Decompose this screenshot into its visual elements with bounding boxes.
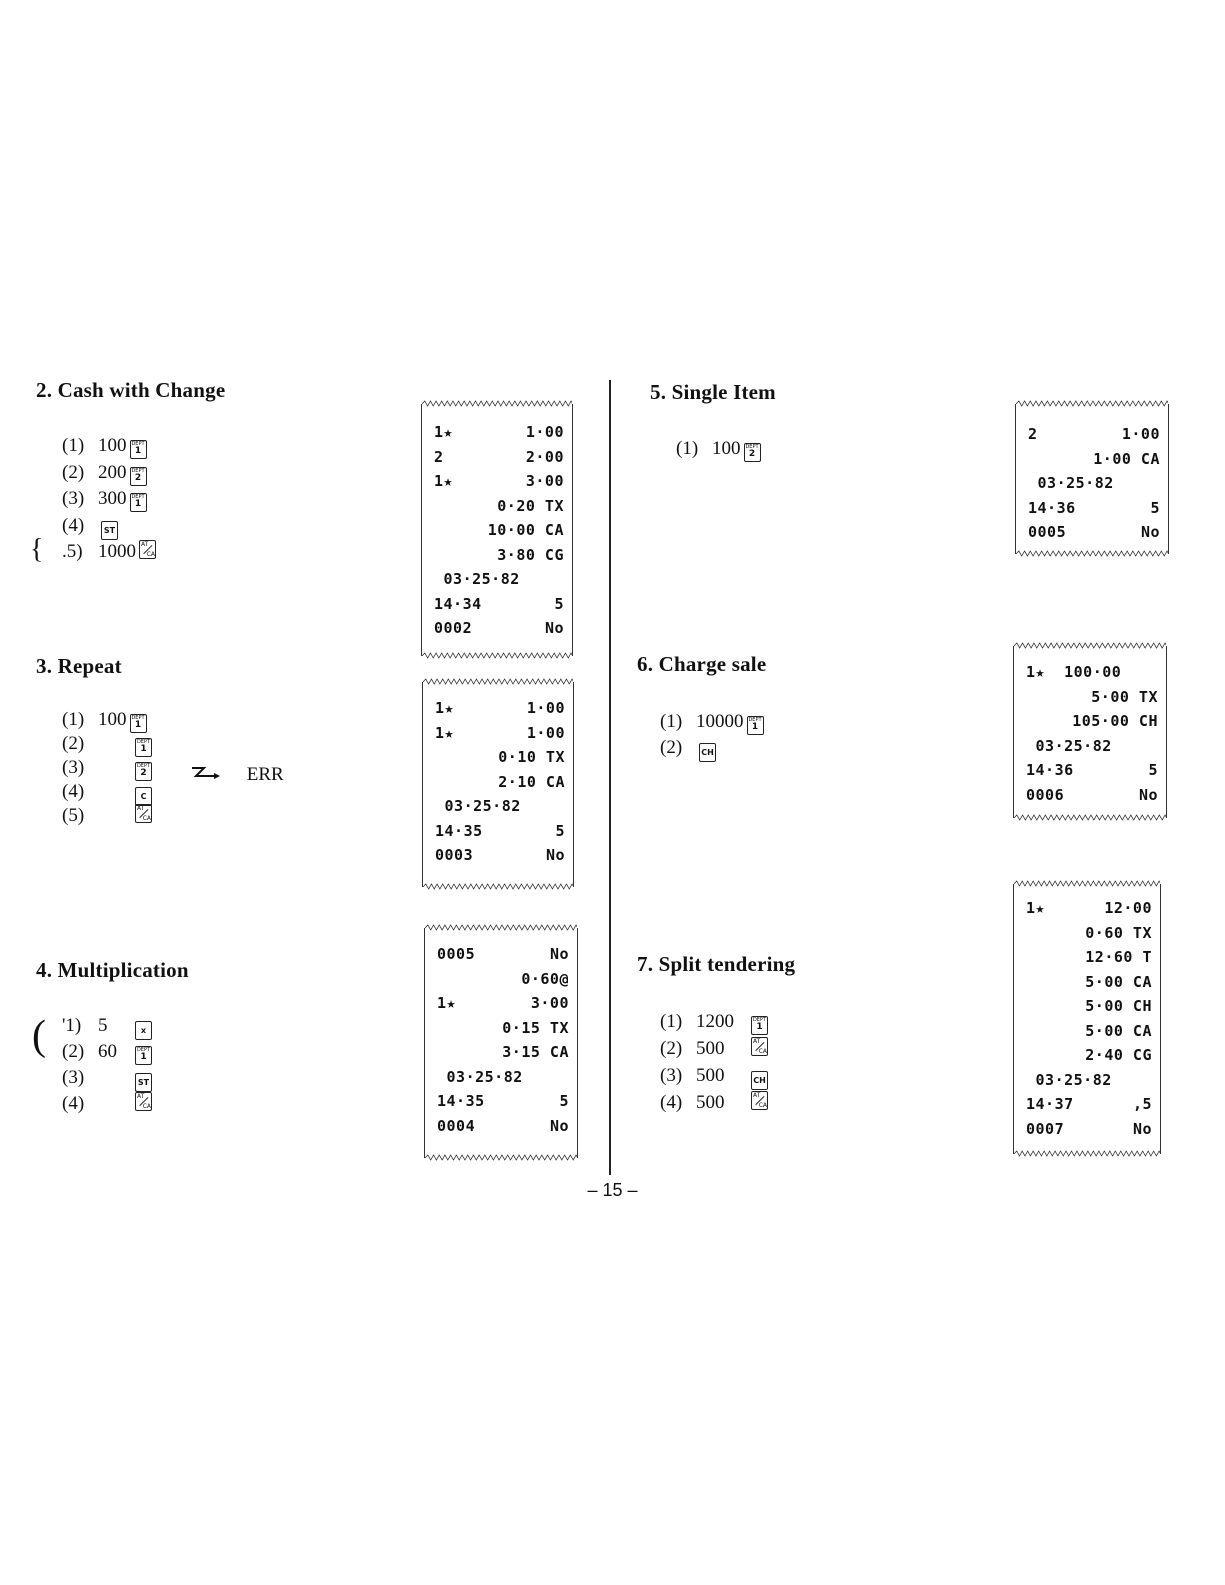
receipt-line-right: No [1138, 785, 1158, 804]
page-number: – 15 – [587, 1180, 638, 1200]
dept-1-key-icon: DEPT 1 [135, 738, 152, 757]
receipt-line-right: 1·00 [1121, 425, 1160, 443]
receipt-line-right: No [549, 1116, 569, 1135]
step-number: (4) [660, 1092, 683, 1113]
receipt-line [1014, 921, 1160, 945]
receipt-line-left: 14·34 [434, 594, 482, 613]
step-number: (4) [62, 781, 85, 802]
receipt-line-left: 03·25·82 [434, 570, 520, 588]
receipt-line [423, 843, 573, 867]
receipt-line [422, 420, 572, 444]
section-heading-cash-with-change: 2. Cash with Change [36, 378, 226, 402]
receipt-line [423, 770, 573, 794]
receipt-line [1014, 994, 1160, 1018]
step-number: (3) [660, 1065, 683, 1086]
dept-2-key-icon: DEPT 2 [130, 467, 147, 486]
step-row [62, 1014, 152, 1038]
receipt-line [425, 991, 577, 1015]
receipt-split-tendering [1013, 884, 1161, 1154]
step-value: 500 [696, 1092, 725, 1113]
receipt-line-left: 1★ [1026, 899, 1046, 917]
at-ca-key-icon: AT CA [753, 1038, 767, 1055]
at-ca-key-icon: AT CA [141, 541, 155, 558]
receipt-torn-edge-top [1014, 880, 1160, 888]
dept-1-key-icon: DEPT 1 [751, 1016, 768, 1035]
step-row [62, 780, 152, 804]
receipt-line-left: 14·37 [1026, 1095, 1074, 1113]
step-value: 100 [98, 709, 127, 730]
receipt-line-left: 1★ [434, 472, 454, 490]
receipt-line-left: 0005 [1028, 523, 1067, 541]
step-row [660, 1037, 768, 1061]
step-value: 100 [98, 435, 127, 456]
step-value: 10000 [696, 711, 744, 732]
receipt-line-left: 1★ [434, 423, 454, 441]
err-label: ERR [246, 764, 284, 785]
receipt-line-right: 5·00 CA [1085, 1021, 1152, 1040]
receipt-torn-edge-bottom [423, 883, 573, 891]
step-value: 1200 [696, 1011, 734, 1032]
receipt-line-right: No [549, 945, 569, 963]
at-ca-key-icon: AT CA [137, 1093, 151, 1110]
step-number: (3) [62, 757, 85, 778]
receipt-line [1014, 1019, 1160, 1043]
step-number: (1) [660, 711, 683, 732]
receipt-line-right: 5 [559, 1092, 569, 1110]
receipt-line-right: 12·00 [1104, 899, 1152, 917]
receipt-line-left: 0007 [1026, 1119, 1065, 1138]
receipt-line-left: 03·25·82 [437, 1067, 523, 1086]
receipt-torn-edge-bottom [1016, 550, 1168, 558]
step-row [660, 1010, 768, 1034]
step-number: (1) [660, 1011, 683, 1032]
receipt-line-left: 14·35 [435, 821, 483, 840]
receipt-line-left: 0005 [437, 945, 476, 963]
step-number: (3) [62, 488, 85, 509]
receipt-line [425, 942, 577, 966]
at-ca-key-icon: AT CA [137, 805, 151, 822]
receipt-line-right: No [1140, 523, 1160, 541]
receipt-line-left: 1★ [435, 699, 455, 717]
step-number: (1) [62, 435, 85, 456]
receipt-torn-edge-top [423, 678, 573, 686]
receipt-line-left: 14·35 [437, 1092, 485, 1110]
receipt-line-right: ,5 [1132, 1095, 1152, 1113]
receipt-line-right: 105·00 CH [1072, 712, 1158, 730]
receipt-line-right: 5·00 CH [1085, 997, 1152, 1015]
receipt-line [1014, 685, 1166, 709]
step-value: 60 [98, 1041, 117, 1062]
receipt-line-right: 10·00 CA [487, 521, 564, 539]
receipt-line [423, 819, 573, 843]
receipt-line-right: 5·00 TX [1091, 687, 1158, 706]
receipt-line [1014, 758, 1166, 782]
receipt-line [422, 616, 572, 640]
receipt-line-left: 0006 [1026, 785, 1065, 804]
step-number: (2) [62, 1041, 85, 1062]
receipt-line-right: 0·60 TX [1085, 923, 1152, 942]
dept-2-key-icon: DEPT 2 [135, 762, 152, 781]
dept-1-key-icon: DEPT 1 [130, 714, 147, 733]
step-row [62, 514, 118, 538]
receipt-line-right: No [1132, 1119, 1152, 1138]
receipt-line-left: 03·25·82 [1028, 474, 1114, 492]
receipt-line-right: 5·00 CA [1085, 972, 1152, 991]
step-value: 500 [696, 1038, 725, 1059]
receipt-line [1014, 896, 1160, 920]
receipt-line [423, 696, 573, 720]
receipt-line [425, 1114, 577, 1138]
receipt-line-left: 14·36 [1028, 498, 1076, 517]
receipt-line-left: 1★ [437, 994, 457, 1012]
receipt-line-left: 2 [1028, 425, 1038, 443]
receipt-line [425, 967, 577, 991]
receipt-repeat [422, 682, 574, 887]
step-row [62, 708, 147, 732]
receipt-line-left: 0004 [437, 1116, 476, 1135]
receipt-line-right: 0·20 TX [497, 496, 564, 515]
receipt-torn-edge-top [1016, 400, 1168, 408]
step-row [62, 732, 152, 756]
receipt-line [1014, 1068, 1160, 1092]
receipt-cash-with-change [421, 404, 573, 656]
receipt-line [1016, 496, 1168, 520]
ch-key-icon: CH [699, 743, 716, 762]
dept-1-key-icon: DEPT 1 [747, 716, 764, 735]
receipt-line [1016, 471, 1168, 495]
step-number: (5) [62, 805, 85, 826]
receipt-line [1014, 1092, 1160, 1116]
receipt-single-item [1015, 404, 1169, 554]
receipt-torn-edge-bottom [1014, 1150, 1160, 1158]
step-row [660, 1091, 768, 1115]
step-number: (2) [62, 733, 85, 754]
receipt-line [1014, 660, 1166, 684]
receipt-line-right: 12·60 T [1085, 948, 1152, 966]
receipt-torn-edge-top [422, 400, 572, 408]
receipt-line [425, 1016, 577, 1040]
section-heading-repeat: 3. Repeat [36, 654, 122, 678]
receipt-line-right: 0·60@ [521, 969, 569, 988]
receipt-line-left: 03·25·82 [1026, 1070, 1112, 1089]
step-number: (2) [660, 1038, 683, 1059]
receipt-line-right: 1·00 [526, 723, 565, 742]
step-row [62, 804, 152, 828]
receipt-line [1014, 1117, 1160, 1141]
margin-brace-mark: ( [32, 1013, 46, 1059]
step-row [62, 1092, 152, 1116]
step-value: 200 [98, 461, 127, 483]
receipt-line [425, 1065, 577, 1089]
step-value: 300 [98, 488, 127, 509]
receipt-line [422, 567, 572, 591]
receipt-line-right: 1·00 CA [1093, 449, 1160, 468]
receipt-line-right: 3·80 CG [497, 545, 564, 564]
step-number: (4) [62, 514, 85, 536]
step-row [62, 1066, 152, 1090]
receipt-charge-sale [1013, 646, 1167, 818]
receipt-line-right: 2·40 CG [1085, 1046, 1152, 1064]
step-row [62, 487, 147, 511]
margin-brace-mark: { [30, 534, 44, 565]
section-heading-charge-sale: 6. Charge sale [637, 652, 767, 676]
receipt-line-right: 0·10 TX [498, 748, 565, 766]
receipt-line-left: 03·25·82 [1026, 736, 1112, 755]
step-row [660, 736, 716, 760]
step-row [62, 461, 147, 485]
ch-key-icon: CH [751, 1071, 768, 1090]
step-value: 5 [98, 1015, 108, 1036]
receipt-line-left: 0002 [434, 619, 473, 637]
receipt-torn-edge-top [1014, 642, 1166, 650]
dept-2-key-icon: DEPT 2 [744, 443, 761, 462]
step-value: 500 [696, 1065, 725, 1086]
section-heading-multiplication: 4. Multiplication [36, 958, 189, 982]
receipt-line-left: 1★ 100·00 [1026, 663, 1122, 681]
receipt-line [422, 445, 572, 469]
step-row [660, 710, 764, 734]
step-number: .5) [62, 541, 83, 562]
receipt-line [423, 745, 573, 769]
receipt-line [1016, 447, 1168, 471]
receipt-line [1014, 783, 1166, 807]
step-row [62, 756, 152, 780]
step-number: (2) [660, 737, 683, 758]
step-row [62, 540, 156, 564]
receipt-torn-edge-bottom [425, 1154, 577, 1162]
dept-1-key-icon: DEPT 1 [135, 1046, 152, 1065]
receipt-line [422, 518, 572, 542]
column-divider [609, 380, 611, 1175]
receipt-line-left: 0003 [435, 846, 474, 864]
receipt-line-right: 5 [554, 594, 564, 613]
receipt-torn-edge-bottom [1014, 814, 1166, 822]
receipt-line-right: 5 [1150, 498, 1160, 517]
step-row [676, 437, 761, 461]
dept-1-key-icon: DEPT 1 [130, 493, 147, 512]
step-row [62, 434, 147, 458]
c-key-icon: C [135, 787, 152, 806]
receipt-line-left: 14·36 [1026, 761, 1074, 779]
receipt-line-right: 0·15 TX [502, 1018, 569, 1037]
receipt-line-right: No [545, 846, 565, 864]
section-heading-split-tendering: 7. Split tendering [637, 952, 796, 976]
step-row [62, 1040, 152, 1064]
step-number: '1) [62, 1015, 82, 1036]
receipt-line [422, 592, 572, 616]
receipt-line [1016, 520, 1168, 544]
receipt-line-right: 2·10 CA [498, 772, 565, 791]
receipt-line-right: 3·00 [530, 994, 569, 1012]
step-value: 1000 [98, 541, 136, 562]
err-annotation [190, 764, 284, 786]
receipt-torn-edge-top [425, 924, 577, 932]
at-ca-key-icon: AT CA [753, 1092, 767, 1109]
step-number: (3) [62, 1067, 85, 1088]
receipt-line [1014, 709, 1166, 733]
dept-1-key-icon: DEPT 1 [130, 440, 147, 459]
receipt-line-right: 1·00 [526, 699, 565, 717]
receipt-line [1014, 1043, 1160, 1067]
receipt-line-left: 03·25·82 [435, 797, 521, 815]
receipt-line [423, 721, 573, 745]
step-row [660, 1064, 768, 1088]
receipt-line-right: 5 [1148, 761, 1158, 779]
receipt-line [422, 543, 572, 567]
st-key-icon: ST [101, 521, 118, 540]
receipt-line-right: No [544, 619, 564, 637]
receipt-torn-edge-bottom [422, 652, 572, 660]
step-number: (1) [676, 438, 699, 459]
receipt-line [423, 794, 573, 818]
receipt-line [1016, 422, 1168, 446]
receipt-line-right: 1·00 [525, 423, 564, 441]
receipt-line-right: 3·00 [525, 472, 564, 490]
receipt-line [425, 1089, 577, 1113]
err-arrow-icon [190, 764, 228, 786]
receipt-multiplication [424, 928, 578, 1158]
receipt-line [422, 494, 572, 518]
step-number: (4) [62, 1093, 85, 1114]
step-value: 100 [712, 438, 741, 459]
receipt-line-left: 2 [434, 447, 444, 466]
receipt-line-right: 2·00 [525, 447, 564, 466]
receipt-line [425, 1040, 577, 1064]
receipt-line [1014, 734, 1166, 758]
step-number: (1) [62, 709, 85, 730]
receipt-line-right: 5 [555, 821, 565, 840]
receipt-line-left: 1★ [435, 723, 455, 742]
section-heading-single-item: 5. Single Item [650, 380, 776, 404]
receipt-line [1014, 945, 1160, 969]
x-key-icon: x [135, 1021, 152, 1040]
step-number: (2) [62, 461, 85, 483]
receipt-line [1014, 970, 1160, 994]
receipt-line-right: 3·15 CA [502, 1043, 569, 1061]
receipt-line [422, 469, 572, 493]
st-key-icon: ST [135, 1073, 152, 1092]
